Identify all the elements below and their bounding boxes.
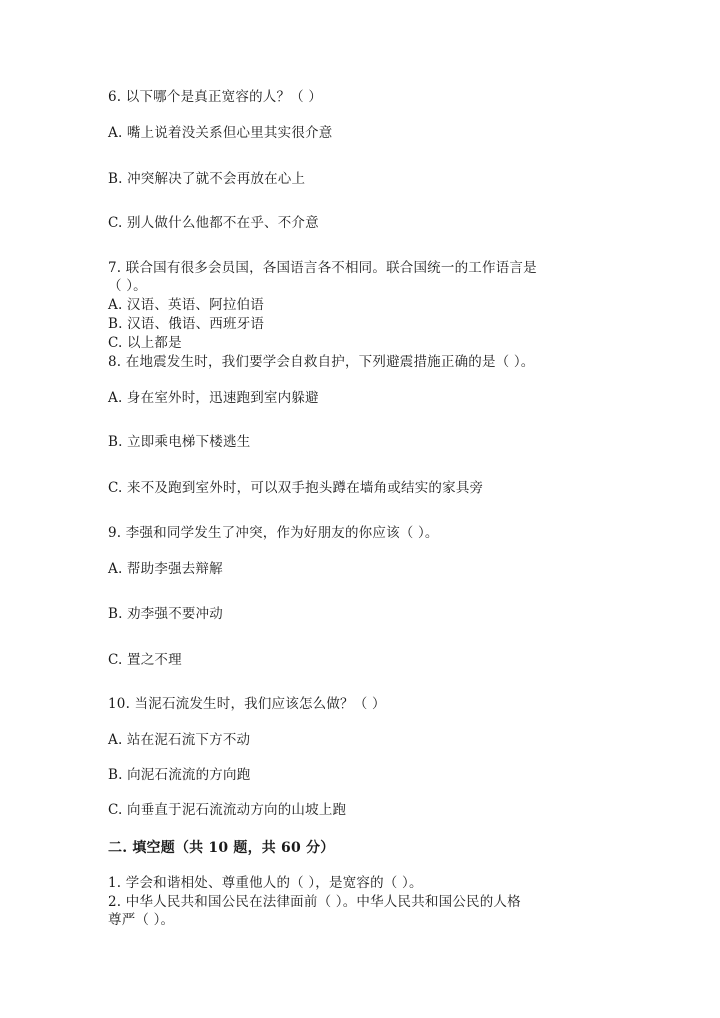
section-2-title: 二. 填空题（共 10 题，共 60 分）: [108, 840, 335, 856]
fill-blank-item-2-line2: 尊严（ ）。: [108, 912, 175, 928]
question-9-stem: 9. 李强和同学发生了冲突，作为好朋友的你应该（ ）。: [108, 525, 439, 541]
fill-blank-item-2-line1: 2. 中华人民共和国公民在法律面前（ ）。中华人民共和国公民的人格: [108, 894, 521, 910]
question-7-option-b: B. 汉语、俄语、西班牙语: [108, 316, 265, 332]
question-10-option-b: B. 向泥石流流的方向跑: [108, 767, 251, 783]
question-9-option-c: C. 置之不理: [108, 652, 182, 668]
question-9-option-b: B. 劝李强不要冲动: [108, 606, 224, 622]
question-7-stem-line1: 7. 联合国有很多会员国，各国语言各不相同。联合国统一的工作语言是: [108, 260, 537, 276]
question-10-option-a: A. 站在泥石流下方不动: [108, 732, 251, 748]
question-8-stem: 8. 在地震发生时，我们要学会自救自护，下列避震措施正确的是（ ）。: [108, 354, 535, 370]
question-10-stem: 10. 当泥石流发生时，我们应该怎么做？（ ）: [108, 696, 386, 712]
question-10-option-c: C. 向垂直于泥石流流动方向的山坡上跑: [108, 802, 347, 818]
question-8-option-a: A. 身在室外时，迅速跑到室内躲避: [108, 390, 319, 406]
question-6-option-c: C. 别人做什么他都不在乎、不介意: [108, 215, 319, 231]
question-6-option-b: B. 冲突解决了就不会再放在心上: [108, 171, 306, 187]
fill-blank-item-1: 1. 学会和谐相处、尊重他人的（ ），是宽容的（ ）。: [108, 875, 423, 891]
question-6-option-a: A. 嘴上说着没关系但心里其实很介意: [108, 125, 333, 141]
question-8-option-c: C. 来不及跑到室外时，可以双手抱头蹲在墙角或结实的家具旁: [108, 480, 484, 496]
question-7-option-a: A. 汉语、英语、阿拉伯语: [108, 297, 264, 313]
question-8-option-b: B. 立即乘电梯下楼逃生: [108, 434, 251, 450]
question-9-option-a: A. 帮助李强去辩解: [108, 561, 223, 577]
question-7-stem-line2: （ ）。: [108, 278, 147, 294]
question-7-option-c: C. 以上都是: [108, 335, 182, 351]
question-6-stem: 6. 以下哪个是真正宽容的人？（ ）: [108, 89, 323, 105]
